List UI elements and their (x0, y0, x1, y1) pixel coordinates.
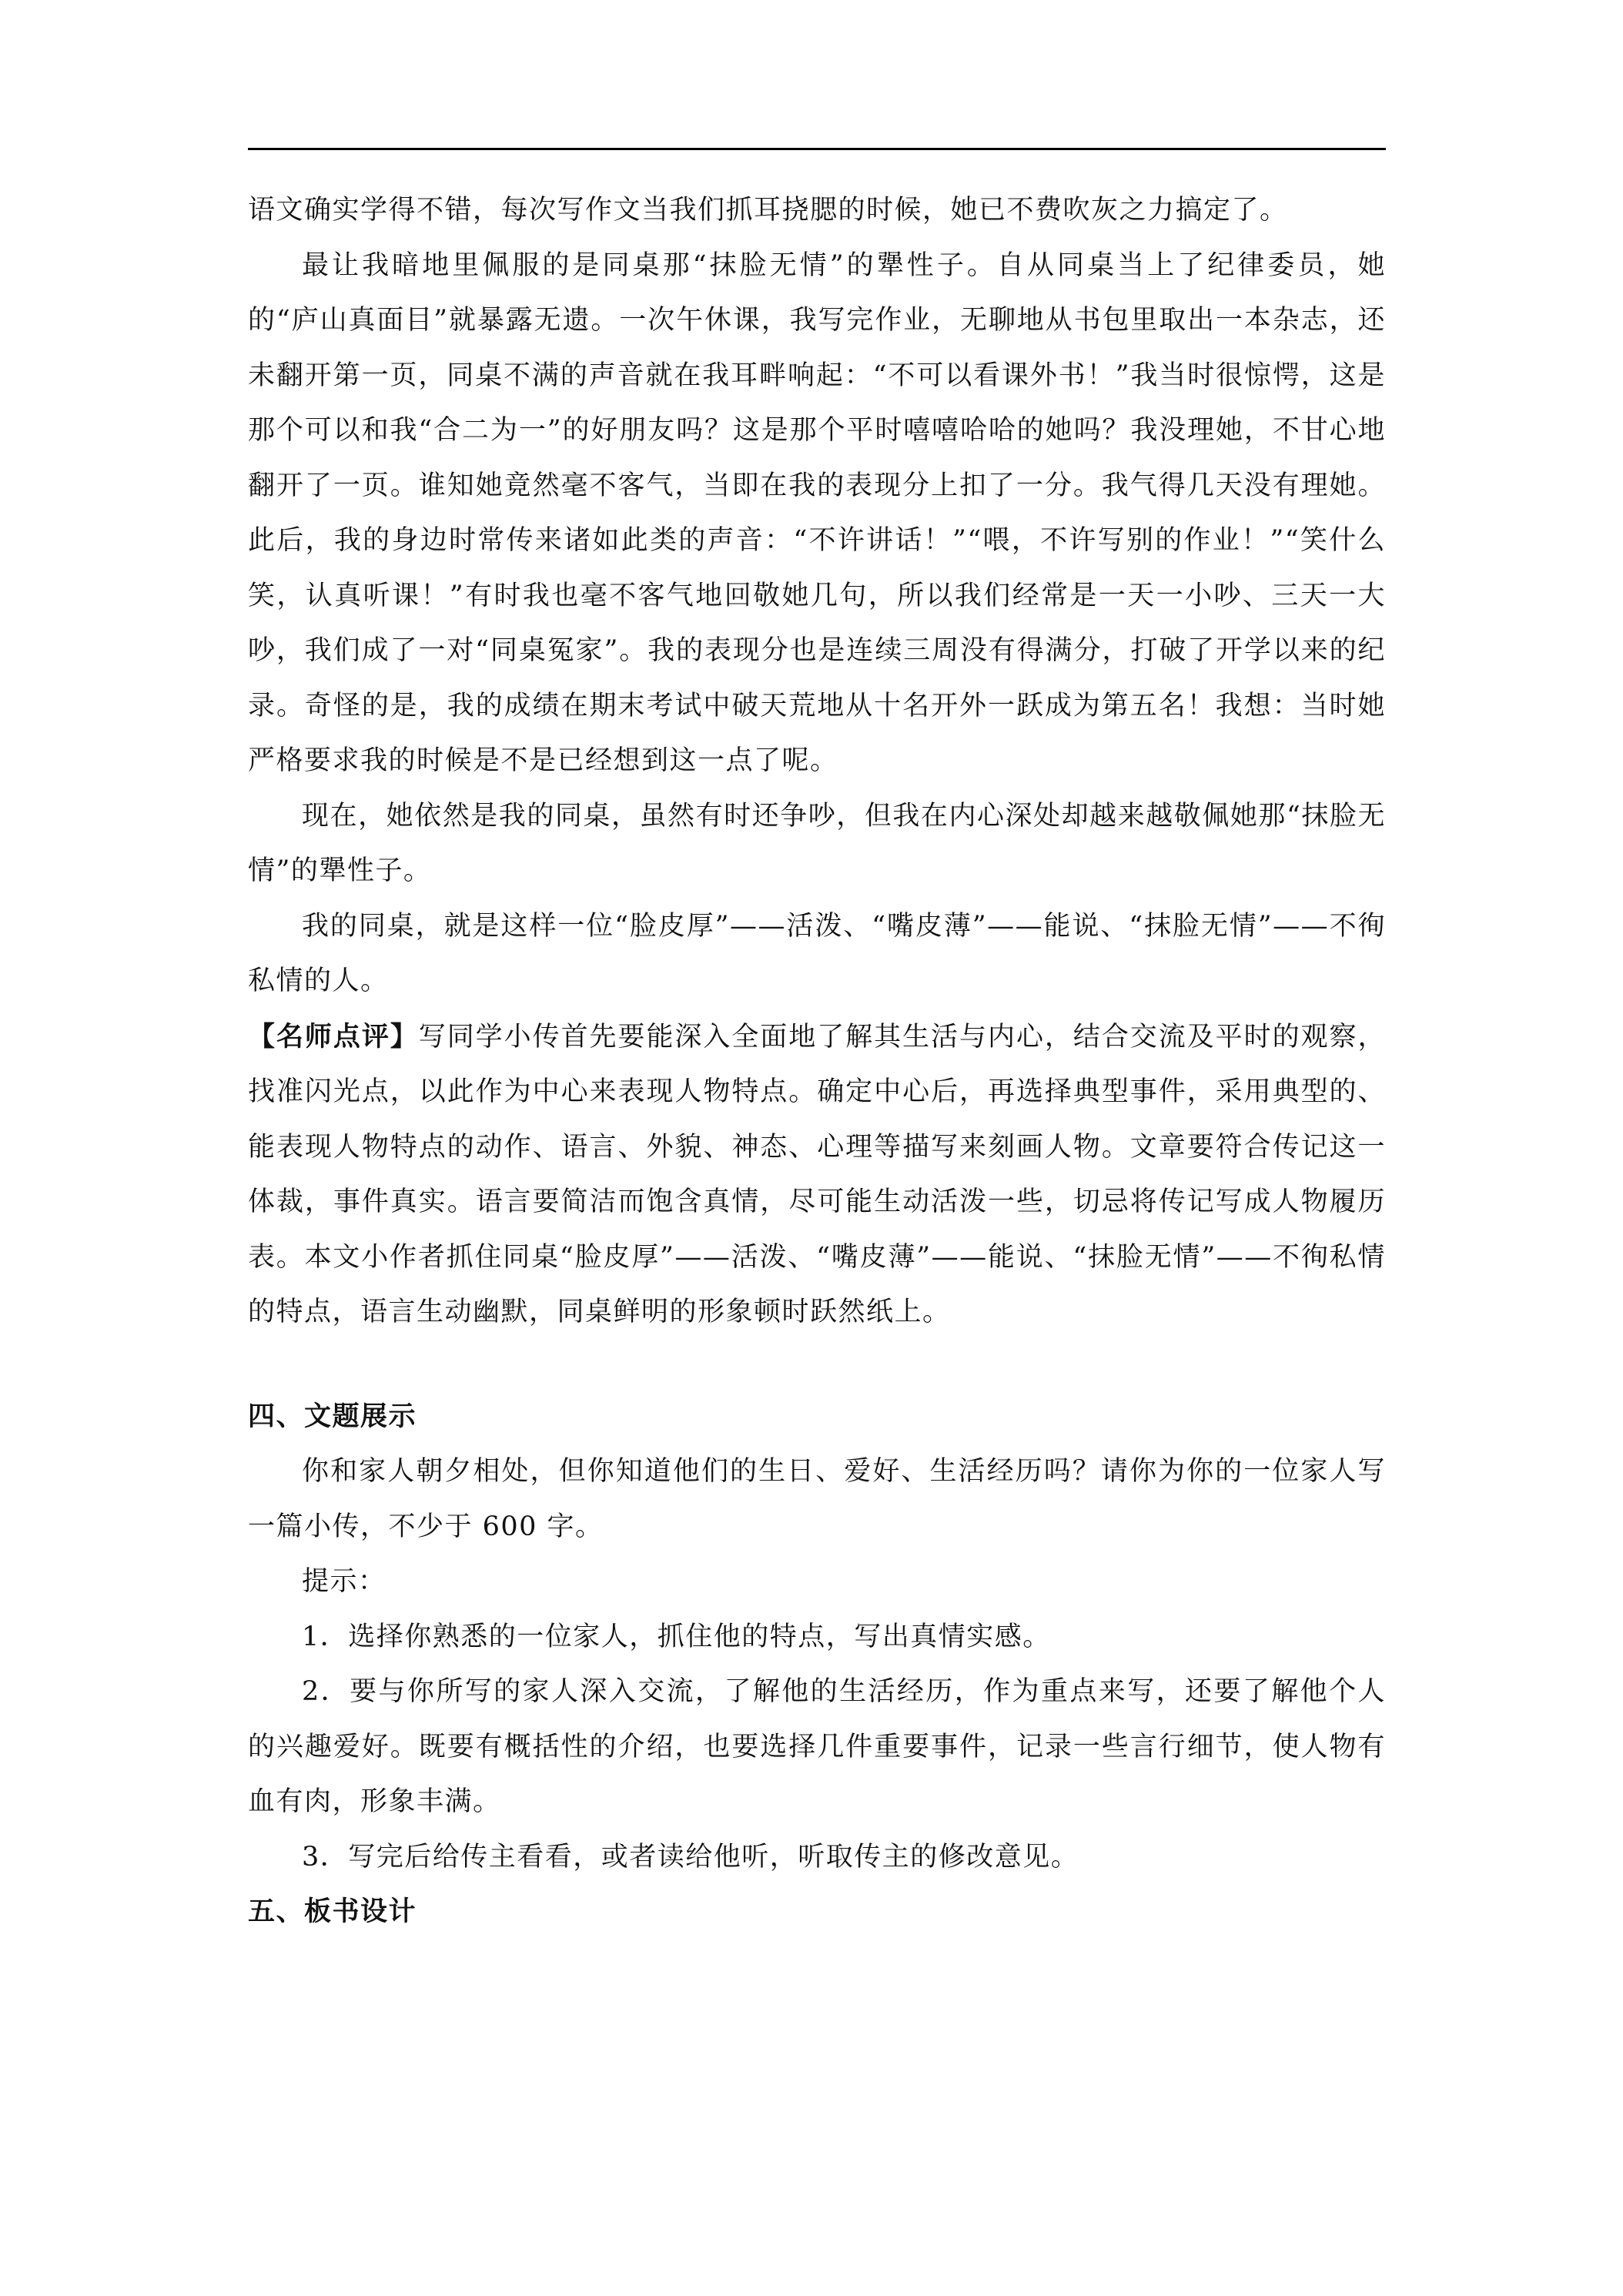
section-gap (248, 1340, 1386, 1390)
section-heading-board-design: 五、板书设计 (248, 1896, 417, 1927)
paragraph-conclusion: 我的同桌，就是这样一位“脸皮厚”——活泼、“嘴皮薄”——能说、“抹脸无情”——不徇私情的人。 (248, 910, 1386, 996)
header-rule (248, 148, 1386, 150)
tip-item: 1．选择你熟悉的一位家人，抓住他的特点，写出真情实感。 (302, 1621, 1051, 1652)
tip-item: 3．写完后给传主看看，或者读给他听，听取传主的修改意见。 (302, 1841, 1079, 1873)
page-content (248, 183, 1386, 1940)
tips-label: 提示： (302, 1566, 387, 1597)
tip-item: 2．要与你所写的家人深入交流，了解他的生活经历，作为重点来写，还要了解他个人的兴趣爱好。既要有概括性的介绍，也要选择几件重要事件，记录一些言行细节，使人物有血有肉，形象丰满。 (248, 1676, 1386, 1817)
section-heading-topic: 四、文题展示 (248, 1401, 417, 1432)
topic-prompt: 你和家人朝夕相处，但你知道他们的生日、爱好、生活经历吗？请你为你的一位家人写一篇小传，不少于 600 字。 (248, 1456, 1386, 1542)
teacher-comment-text: 写同学小传首先要能深入全面地了解其生活与内心，结合交流及平时的观察，找准闪光点，以此作为中心来表现人物特点。确定中心后，再选择典型事件，采用典型的、能表现人物特点的动作、语言、外貌、神态、心理等描写来刻画人物。文章要符合传记这一体裁，事件真实。语言要简洁而饱含真情，尽可能生动活泼一些，切忌将传记写成人物履历表。本文小作者抓住同桌“脸皮厚”——活泼、“嘴皮薄”——能说、“抹脸无情”——不徇私情的特点，语言生动幽默，同桌鲜明的形象顿时跃然纸上。 (248, 1021, 1386, 1327)
teacher-comment-label: 【名师点评】 (248, 1020, 419, 1053)
paragraph-present: 现在，她依然是我的同桌，虽然有时还争吵，但我在内心深处却越来越敬佩她那“抹脸无情”的犟性子。 (248, 800, 1386, 886)
paragraph-continuation: 语文确实学得不错，每次写作文当我们抓耳挠腮的时候，她已不费吹灰之力搞定了。 (248, 195, 1288, 226)
paragraph-stubborn-temper: 最让我暗地里佩服的是同桌那“抹脸无情”的犟性子。自从同桌当上了纪律委员，她的“庐山真面目”就暴露无遗。一次午休课，我写完作业，无聊地从书包里取出一本杂志，还未翻开第一页，同桌不满的声音就在我耳畔响起：“不可以看课外书！”我当时很惊愕，这是那个可以和我“合二为一”的好朋友吗？这是那个平时嘻嘻哈哈的她吗？我没理她，不甘心地翻开了一页。谁知她竟然毫不客气，当即在我的表现分上扣了一分。我气得几天没有理她。此后，我的身边时常传来诸如此类的声音：“不许讲话！”“喂，不许写别的作业！”“笑什么笑，认真听课！”有时我也毫不客气地回敬她几句，所以我们经常是一天一小吵、三天一大吵，我们成了一对“同桌冤家”。我的表现分也是连续三周没有得满分，打破了开学以来的纪录。奇怪的是，我的成绩在期末考试中破天荒地从十名开外一跃成为第五名！我想：当时她严格要求我的时候是不是已经想到这一点了呢。 (248, 249, 1386, 776)
teacher-comment (248, 1009, 1386, 1340)
